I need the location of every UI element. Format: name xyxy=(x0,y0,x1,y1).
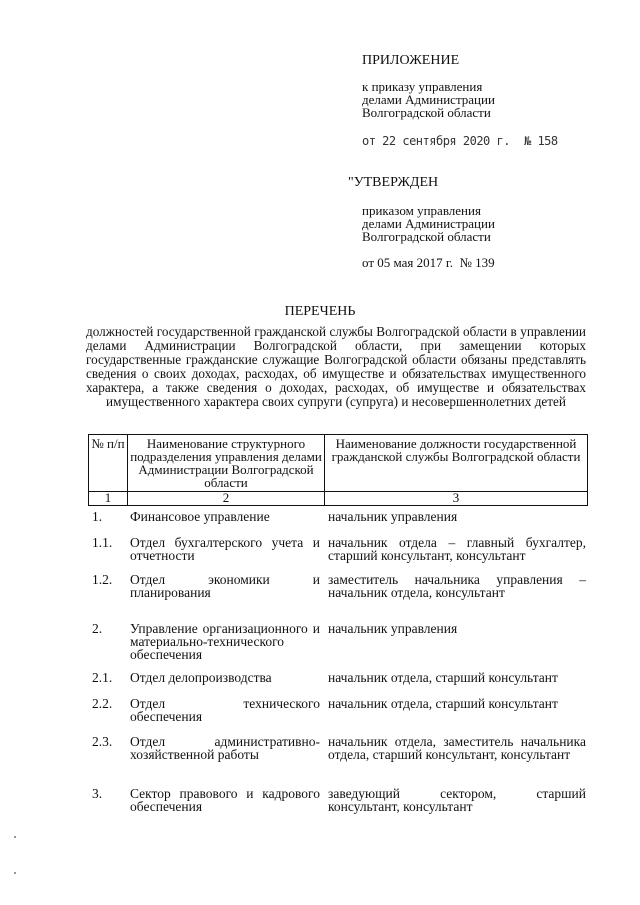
row-department: Отдел технического обеспечения xyxy=(130,696,320,724)
document-title: ПЕРЕЧЕНЬ xyxy=(284,304,356,319)
row-department: Управление организационного и материально-технического обеспечения xyxy=(130,621,320,662)
row-number: 3. xyxy=(92,786,103,801)
row-number: 1.1. xyxy=(92,535,113,550)
row-position: начальник управления xyxy=(328,621,458,636)
scan-speck xyxy=(14,836,16,838)
row-number: 2. xyxy=(92,621,103,636)
appendix-order-line: делами Администрации xyxy=(362,92,495,107)
row-department: Отдел административно-хозяйственной работы xyxy=(130,734,320,762)
header-position: Наименование должности государственной гражданской службы Волгоградской области xyxy=(325,435,588,492)
approved-title: "УТВЕРЖДЕН xyxy=(348,175,439,190)
row-position: начальник отдела, заместитель начальника отдела, старший консультант, консультант xyxy=(328,734,586,762)
appendix-order-line: к приказу управления xyxy=(362,79,483,94)
approved-date-number: от 05 мая 2017 г. № 139 xyxy=(362,255,495,270)
scan-speck xyxy=(14,872,16,874)
row-number: 2.2. xyxy=(92,696,113,711)
header-department: Наименование структурного подразделения управления делами Администрации Волгоградской области xyxy=(128,435,325,492)
row-department: Сектор правового и кадрового обеспечения xyxy=(130,786,320,814)
appendix-title: ПРИЛОЖЕНИЕ xyxy=(362,53,460,68)
row-department: Финансовое управление xyxy=(130,509,270,524)
row-department: Отдел бухгалтерского учета и отчетности xyxy=(130,535,320,563)
row-number: 1.2. xyxy=(92,572,113,587)
header-number: № п/п xyxy=(89,435,128,492)
approved-order-line: Волгоградской области xyxy=(362,229,491,244)
row-number: 1. xyxy=(92,509,103,524)
appendix-date: от 22 сентября 2020 г. xyxy=(362,134,510,148)
row-position: заведующий сектором, старший консультант, консультант xyxy=(328,786,586,814)
row-position: начальник управления xyxy=(328,509,458,524)
appendix-order-line: Волгоградской области xyxy=(362,105,491,120)
row-position: заместитель начальника управления – начальник отдела, консультант xyxy=(328,572,586,600)
approved-order-line: делами Администрации xyxy=(362,216,495,231)
row-number: 2.3. xyxy=(92,734,113,749)
column-number: 2 xyxy=(128,492,325,506)
row-department: Отдел экономики и планирования xyxy=(130,572,320,600)
column-number: 1 xyxy=(89,492,128,506)
row-position: начальник отдела, старший консультант xyxy=(328,696,558,711)
approved-order-line: приказом управления xyxy=(362,203,481,218)
row-number: 2.1. xyxy=(92,670,113,685)
positions-table-header xyxy=(88,434,588,506)
row-position: начальник отдела – главный бухгалтер, старший консультант, консультант xyxy=(328,535,586,563)
row-department: Отдел делопроизводства xyxy=(130,670,272,685)
document-subtitle: должностей государственной гражданской службы Волгоградской области в управлении делами Администрации Волгоградской области, при замещении которых государственные гражданские служащие Волгоградской области обязаны представлять сведения о своих доходах, расходах, об имуществе и обязательствах имущественного характера, а также сведения о доходах, расходах, об имуществе и обязательствах имущественного характера своих супруги (супруга) и несовершеннолетних детей xyxy=(86,324,586,409)
column-number: 3 xyxy=(325,492,588,506)
row-position: начальник отдела, старший консультант xyxy=(328,670,558,685)
appendix-number: № 158 xyxy=(524,134,558,148)
